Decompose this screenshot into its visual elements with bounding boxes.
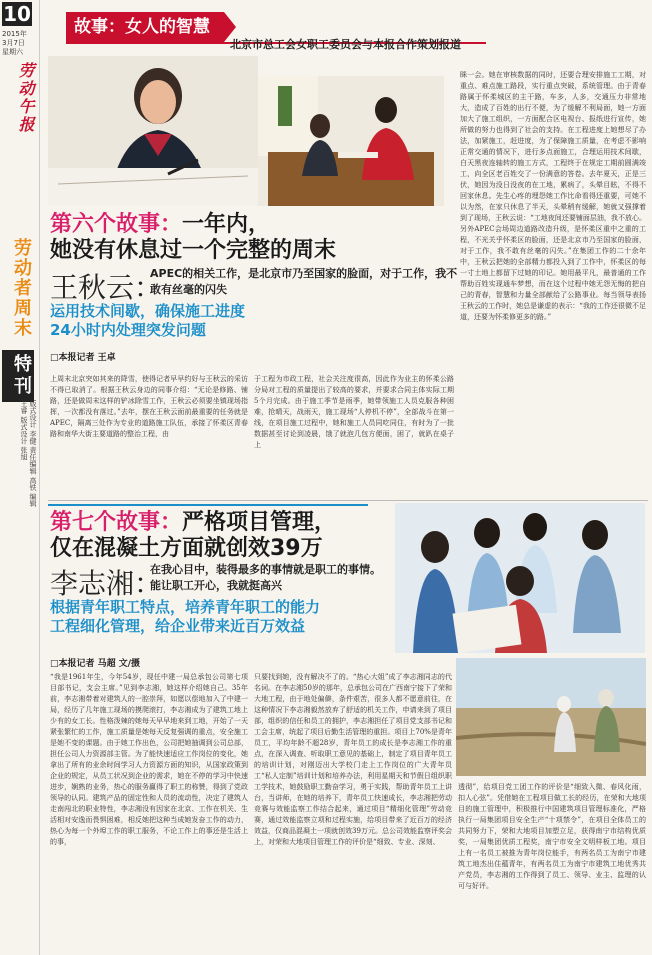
story6-byline: □本报记者 王卓 [50, 353, 116, 363]
story7-rule [48, 504, 368, 506]
story6-deck-line1: 运用技术间歇，确保施工进度 [50, 302, 246, 320]
story7-deck-line1: 根据青年职工特点，培养青年职工的能力 [50, 598, 321, 616]
story6-deck [50, 302, 245, 340]
left-rail [0, 0, 40, 955]
story6-title [50, 212, 336, 264]
story7-person-name: 李志湘： [50, 567, 163, 600]
special-edition-badge: 特刊 [2, 350, 34, 402]
story7-title-prefix: 第七个故事： [50, 510, 183, 535]
story7-column-2: 只要找到她，没有解决不了的。“热心大姐”成了李志湘同志的代名词。在李志湘50岁的那年，总承包公司在广西南宁接下了荣和大地工程，由于地处偏僻，条件艰苦，很多人都不愿意前往，在这种情况下李志湘毅然放弃了舒适的机关工作，申请来到了项目部，组织的信任和员工的拥护，李志湘担任了项目党支部书记和工会主席，统起了项目后勤生活管理的重担。项目上70%是青年员工，平均年龄不超28岁，青年员工的成长是李志湘工作的重点，在深入调查、听取职工意见的基础上，制定了项目青年员工的培训计划，对刚迈出大学校门走上工作岗位的广大青年员工“私人定制”培训计划和培养办法，利用星期天和节假日组织职工学技术，她鼓励职工勤奋学习，勇于实践，帮助青年员工上讲台，当讲师，在她的培养下，青年员工快速成长，李志湘把劳动竞赛与效能监察工作结合起来，通过项目“精细化管理”劳动竞赛，通过效能监察立项和过程实施，给项目带来了近百万的经济效益，仅商品混凝土一项就创效39万元。总公司效能监察评奖会上，对荣和大地项目管理工作的评价是“细致、专业、深刻、 [254, 673, 452, 846]
story7-deck [50, 598, 320, 636]
story7-title-line1: 严格项目管理， [182, 510, 337, 535]
story6-column-3: 眯一会。她在审核数据的同时，还要合理安排施工工期，对重点、难点施工路段，实行重点突破，系统管理。由于青春路属于怀柔城区的主干路，车多，人多，交通压力非常地大，造成了百姓的出行不便，为了缓解不利局面，她一方面加大了施工组织，一方面配合区电视台、报纸进行宣传，她所做的努力也得到了社会的支持。在工程进度上她想尽了办法，加紧施工，赶进度，为了保障施工质量，在考虑不影响正常交通的情况下，进行多点面施工，合理运用技术间歇，白天黑夜连轴转的施工方式，工程终于在规定工期前圆满竣工，向全区老百姓交了一份满意的答卷。去年夏天，正是三伏，她因为没日没夜的在工地，累病了，头晕目眩，不得不回家休息。先生心疼的埋怨她工作比命看得还重要，可她不以为然，在家只休息了半天，头晕稍有缓解，她就又强撑着到了现场，王秋云说：“工地夜间还要铺面层油，我不放心。另外APEC会场周边道路改造升级，是怀柔区重中之重的工程，不光关乎怀柔区的脸面，还是北京市乃至国家的脸面，对于工作，我不敢有丝毫的闪失。”在集团工作的二十余年中，王秋云把她的全部精力都投入到了工作中，怀柔区的每一寸土地上都留下过她的印记。她用最平凡，最普通的工作帮助百姓实现通车梦想，而在这个过程中她无怨无悔的把自己的青春，智慧和力量全部献给了公路事业。每当领导表扬王秋云的工作时，她总是谦虚的表示：“我的工作还很微不足道，还要为怀柔修更多的路。” [460, 71, 646, 321]
story7-byline: □本报记者 马超 文/摄 [50, 659, 141, 669]
story7-title [50, 510, 336, 562]
page-number: 10 [3, 2, 31, 26]
story6-deck-line2: 24小时内处理突发问题 [50, 321, 206, 339]
story6-person-name: 王秋云： [50, 271, 163, 304]
story7-quote: 在我心目中，装得最多的事情就是职工的事情。能让职工开心，我就挺高兴 [150, 563, 381, 592]
story7-column-3: 透彻”，给项目党工团工作的评价是“细致入微、春风化雨，扣人心弦”。凭借她在工程项目做工长的经历，在荣和大地项目的施工管理中，积极推行中国建筑项目管理标准化，严格执行一局集团项目安全生产“十项禁令”，在项目全体员工的共同努力下，荣和大地项目加塑立足，获得南宁市结构优质奖，一局集团优质工程奖，南宁市安全文明样板工地。项目上有一名员工被推为青年岗位能手，有两名员工为南宁市建筑工地杰出住蕴青年，有两名员工为南宁市建筑工地优秀共产党员，李志湘的工作得到了员工、领导、业主、监理的认可与好评。 [458, 783, 646, 890]
newspaper-logo: 劳动午报 [16, 62, 35, 134]
series-banner: 故事：女人的智慧 [66, 12, 224, 42]
story7-column-1: “我是1961年生，今年54岁，现任中建一局总承包公司第七项目部书记，支会主席。”见到李志湘，她这样介绍她自己。35年前，李志湘带着对建筑人的一腔崇拜，如愿以偿地加入了中建一局，经历了几年施工现场的摸爬滚打，李志湘成为了建筑工地上少有的女工长。性格泼辣的她每天早早地来到工地，开始了一天紧张繁忙的工作，施工质量是她每天反复强调的重点，安全施工是她不变的课题。由于她工作出色，公司把她抽调到公司总部，担任公司人力资源部主管。为了能快速适应工作岗位的变化，她拿出了所有的业余时间学习人力资源方面的知识，从国家政策到企业的规定，从员工状况到企业的需求，她在不停的学习中快速进步，娴熟的业务，热心的服务赢得了职工的称赞，得到了党政领导的认同。建筑产品的固定性和人员的流动性，决定了建筑人走南闯北的职业特性，李志湘没有因家在北京、工作在机关、生活相对安逸而畏惧困难，相反她把这种当成她发奋工作的动力，热心为每一个外埠工作的职工服务，不论工作上的事还是生活上的事， [50, 673, 248, 846]
story6-quote: APEC的相关工作，是北京市乃至国家的脸面，对于工作，我不敢有丝毫的闪失 [150, 267, 458, 296]
story6-title-prefix: 第六个故事： [50, 212, 183, 237]
photo-team-group [395, 503, 645, 653]
issue-date: 2015年 3月7日 星期六 [2, 30, 27, 56]
story6-column-1: 上周末北京突如其来的降雪，使得记者早早约好与王秋云的采访不得已取消了。根据王秋云身边的同事介绍：“无论是修路、铺路，还是做周末这样的铲冰除雪工作，王秋云必须要坐镇现场指挥，一次都没有落过。”去年，摆在王秋云面前最重要的任务就是APEC，隔离三处作为专业的道路施工队伍，承接了怀柔区青春路和南华大街主要道路的整治工程，由 [50, 375, 248, 438]
editor-credits: 版式设计 李健 责任编辑 高铁 编辑 王睿 版式设计 张旭 [20, 400, 37, 507]
story7-title-line2: 仅在混凝土方面就创效39万 [50, 536, 323, 561]
story7-deck-line2: 工程细化管理，给企业带来近百万效益 [50, 617, 306, 635]
story6-title-line2: 她没有休息过一个完整的周末 [50, 238, 337, 263]
section-name: 劳动者周末 [11, 238, 32, 338]
story6-title-line1: 一年内， [182, 212, 271, 237]
series-subtitle: 北京市总工会女职工委员会与本报合作策划报道 [230, 38, 461, 51]
story6-column-2: 于工程为市政工程，社会关注度很高，因此作为业主的怀柔公路分局对工程的质量提出了较高的要求，并要求合同主体实际工期5个月完成。由于施工季节是雨季，她带领施工人员克服各种困难，抢晴天，战雨天，施工现场“人停机不停”，全部战斗在第一线，在项目施工过程中，她和施工人员同吃同住，有时为了一批数据甚至讨论到凌晨，饿了就泡几包方便面，困了，就趴在桌子上 [254, 375, 454, 449]
photo-construction-site [456, 658, 646, 776]
photo-meeting [258, 76, 444, 206]
photo-wang-qiuyun-writing [48, 56, 258, 206]
story-divider [48, 500, 648, 501]
